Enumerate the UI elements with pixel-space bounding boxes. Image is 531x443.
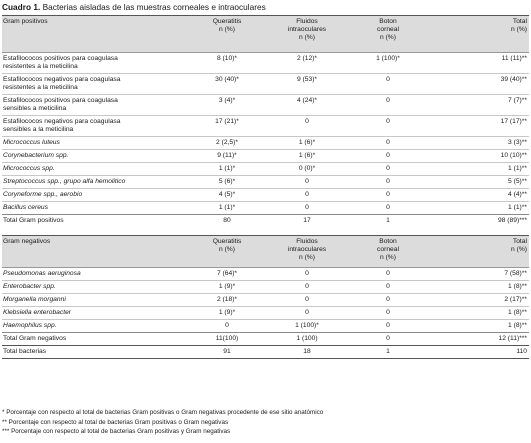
header-corneal-button: Boton corneal n (%) — [352, 236, 424, 268]
total-value: 17 (17)** — [424, 116, 529, 137]
total-value: 11 (11)** — [501, 55, 527, 62]
keratitis-value: 9 (11)* — [192, 150, 262, 163]
intraocular-value: 0 — [262, 202, 352, 215]
gram-positive-section — [2, 16, 529, 215]
table-row — [2, 307, 529, 320]
table-row — [2, 281, 529, 294]
gram-negative-section — [2, 236, 529, 333]
table-row — [2, 189, 529, 202]
header-intraocular: Fluidos intraoculares n (%) — [262, 16, 352, 53]
keratitis-value: 2 (18)* — [192, 294, 262, 307]
organism-name: Morganella morganni — [2, 294, 192, 307]
corneal-value: 0 — [352, 95, 424, 116]
corneal-value: 0 — [352, 74, 424, 95]
table-row — [2, 176, 529, 189]
corneal-value: 0 — [352, 294, 424, 307]
header-intraocular: Fluidos intraoculares n (%) — [262, 236, 352, 268]
organism-name: Estafilococos negativos para coagulasa sensibles a la meticilina — [2, 116, 192, 137]
total-value: 1 (8)** — [424, 307, 529, 320]
organism-name: Coryneforme spp., aerobio — [2, 189, 192, 202]
total-corneal: 1 — [352, 215, 424, 228]
table-row — [2, 294, 529, 307]
keratitis-value: 1 (1)* — [192, 202, 262, 215]
total-total: 98 (89)*** — [424, 215, 529, 228]
intraocular-value: 0 — [262, 281, 352, 294]
grand-total-total: 110 — [424, 346, 529, 359]
table-row — [2, 150, 529, 163]
bacteria-table — [2, 15, 529, 359]
corneal-value: 0 — [352, 281, 424, 294]
table-row — [2, 137, 529, 150]
intraocular-value: 0 — [262, 189, 352, 202]
total-label: Total Gram negativos — [2, 333, 192, 346]
gram-positive-total-section — [2, 215, 529, 236]
intraocular-value: 0 — [262, 116, 352, 137]
corneal-value: 0 — [352, 150, 424, 163]
keratitis-value: 0 — [192, 320, 262, 333]
keratitis-value: 1 (9)* — [192, 307, 262, 320]
keratitis-value: 17 (21)* — [192, 116, 262, 137]
header-category: Gram negativos — [2, 236, 192, 268]
table-row — [2, 53, 529, 74]
intraocular-value: 9 (53)* — [262, 74, 352, 95]
total-value: 7 (58)** — [504, 270, 527, 277]
organism-name: Haemophilus spp. — [2, 320, 192, 333]
footnote: * Porcentaje con respecto al total de bacterias Gram positivas o Gram negativas procedente de ese sitio anatómico — [2, 409, 324, 416]
corneal-value: 0 — [352, 116, 424, 137]
keratitis-value: 7 (64)* — [216, 270, 238, 277]
intraocular-value: 0 (0)* — [262, 163, 352, 176]
organism-name: Estafilococos positivos para coagulasa sensibles a meticilina — [2, 95, 192, 116]
corneal-value: 0 — [352, 176, 424, 189]
intraocular-value: 1 (6)* — [262, 137, 352, 150]
header-category: Gram positivos — [2, 16, 192, 53]
corneal-value: 0 — [352, 163, 424, 176]
gram-positive-header — [2, 16, 529, 53]
organism-name: Corynebacterium spp. — [2, 150, 192, 163]
total-value: 2 (17)** — [424, 294, 529, 307]
total-keratitis: 80 — [192, 215, 262, 228]
total-value: 7 (7)** — [424, 95, 529, 116]
table-row — [2, 320, 529, 333]
keratitis-value: 3 (4)* — [192, 95, 262, 116]
caption-title: Bacterias aisladas de las muestras corneales e intraoculares — [40, 2, 266, 12]
organism-name: Streptococcus spp., grupo alfa hemolitico — [2, 176, 192, 189]
grand-total-label: Total bacterias — [2, 346, 192, 359]
gram-negative-header — [2, 236, 529, 268]
total-intraocular: 17 — [262, 215, 352, 228]
organism-name: Enterobacter spp. — [2, 281, 192, 294]
total-intraocular: 1 (100) — [262, 333, 352, 346]
total-value: 1 (8)** — [424, 320, 529, 333]
total-value: 39 (40)** — [424, 74, 529, 95]
total-value: 10 (10)** — [424, 150, 529, 163]
organism-name: Klebsiella enterobacter — [2, 307, 192, 320]
table-row — [2, 74, 529, 95]
grand-total-corneal: 1 — [352, 346, 424, 359]
corneal-value: 0 — [352, 320, 424, 333]
intraocular-value: 1 (100)* — [262, 320, 352, 333]
corneal-value: 0 — [352, 137, 424, 150]
total-value: 1 (1)** — [424, 202, 529, 215]
total-value: 4 (4)** — [424, 189, 529, 202]
total-value: 1 (8)** — [424, 281, 529, 294]
organism-name: Estafilococos negativos para coagulasa resistentes a la meticilina — [2, 74, 192, 95]
organism-name: Micrococcus spp. — [2, 163, 192, 176]
keratitis-value: 8 (10)* — [216, 55, 238, 62]
table-row — [2, 95, 529, 116]
grand-total-keratitis: 91 — [192, 346, 262, 359]
total-total: 12 (11)*** — [424, 333, 529, 346]
total-corneal: 0 — [352, 333, 424, 346]
total-value: 1 (1)** — [424, 163, 529, 176]
keratitis-value: 4 (5)* — [192, 189, 262, 202]
total-keratitis: 11(100) — [192, 333, 262, 346]
table-row — [2, 202, 529, 215]
gram-negative-total-section — [2, 333, 529, 359]
footnotes — [2, 408, 323, 437]
keratitis-value: 30 (40)* — [192, 74, 262, 95]
total-row — [2, 215, 529, 228]
organism-name: Pseudomonas aeruginosa — [3, 270, 81, 277]
organism-name: Micrococcus luteus — [2, 137, 192, 150]
corneal-value: 1 (100)* — [376, 55, 400, 62]
header-corneal-button: Boton corneal n (%) — [352, 16, 424, 53]
keratitis-value: 5 (6)* — [192, 176, 262, 189]
total-row — [2, 333, 529, 346]
keratitis-value: 2 (2,5)* — [192, 137, 262, 150]
corneal-value: 0 — [352, 307, 424, 320]
corneal-value: 0 — [386, 270, 390, 277]
total-value: 3 (3)** — [424, 137, 529, 150]
intraocular-value: 0 — [262, 176, 352, 189]
intraocular-value: 2 (12)* — [296, 55, 318, 62]
footnote: ** Porcentaje con respecto al total de bacterias Gram positivas o Gram negativas — [2, 418, 229, 426]
intraocular-value: 1 (6)* — [262, 150, 352, 163]
total-label: Total Gram positivos — [2, 215, 192, 228]
intraocular-value: 0 — [262, 307, 352, 320]
section-spacer — [2, 227, 529, 236]
footnote: *** Porcentaje con respecto al total de bacterias Gram positivas y Gram negativas — [2, 428, 231, 435]
intraocular-value: 0 — [262, 294, 352, 307]
table-row — [2, 268, 529, 281]
grand-total-intraocular: 18 — [262, 346, 352, 359]
intraocular-value: 4 (24)* — [262, 95, 352, 116]
table-row — [2, 163, 529, 176]
organism-name: Estafilococos positivos para coagulasa resistentes a la meticilina — [3, 55, 118, 70]
corneal-value: 0 — [352, 202, 424, 215]
header-keratitis: Queratitis n (%) — [192, 236, 262, 268]
keratitis-value: 1 (1)* — [192, 163, 262, 176]
table-caption — [2, 2, 266, 12]
organism-name: Bacillus cereus — [2, 202, 192, 215]
total-value: 5 (5)** — [424, 176, 529, 189]
header-keratitis: Queratitis n (%) — [192, 16, 262, 53]
intraocular-value: 0 — [305, 270, 309, 277]
table-row — [2, 116, 529, 137]
header-total: Total n (%) — [424, 16, 529, 53]
keratitis-value: 1 (9)* — [192, 281, 262, 294]
header-total: Total n (%) — [424, 236, 529, 268]
corneal-value: 0 — [352, 189, 424, 202]
grand-total-row — [2, 346, 529, 359]
caption-number: Cuadro 1. — [2, 2, 41, 12]
